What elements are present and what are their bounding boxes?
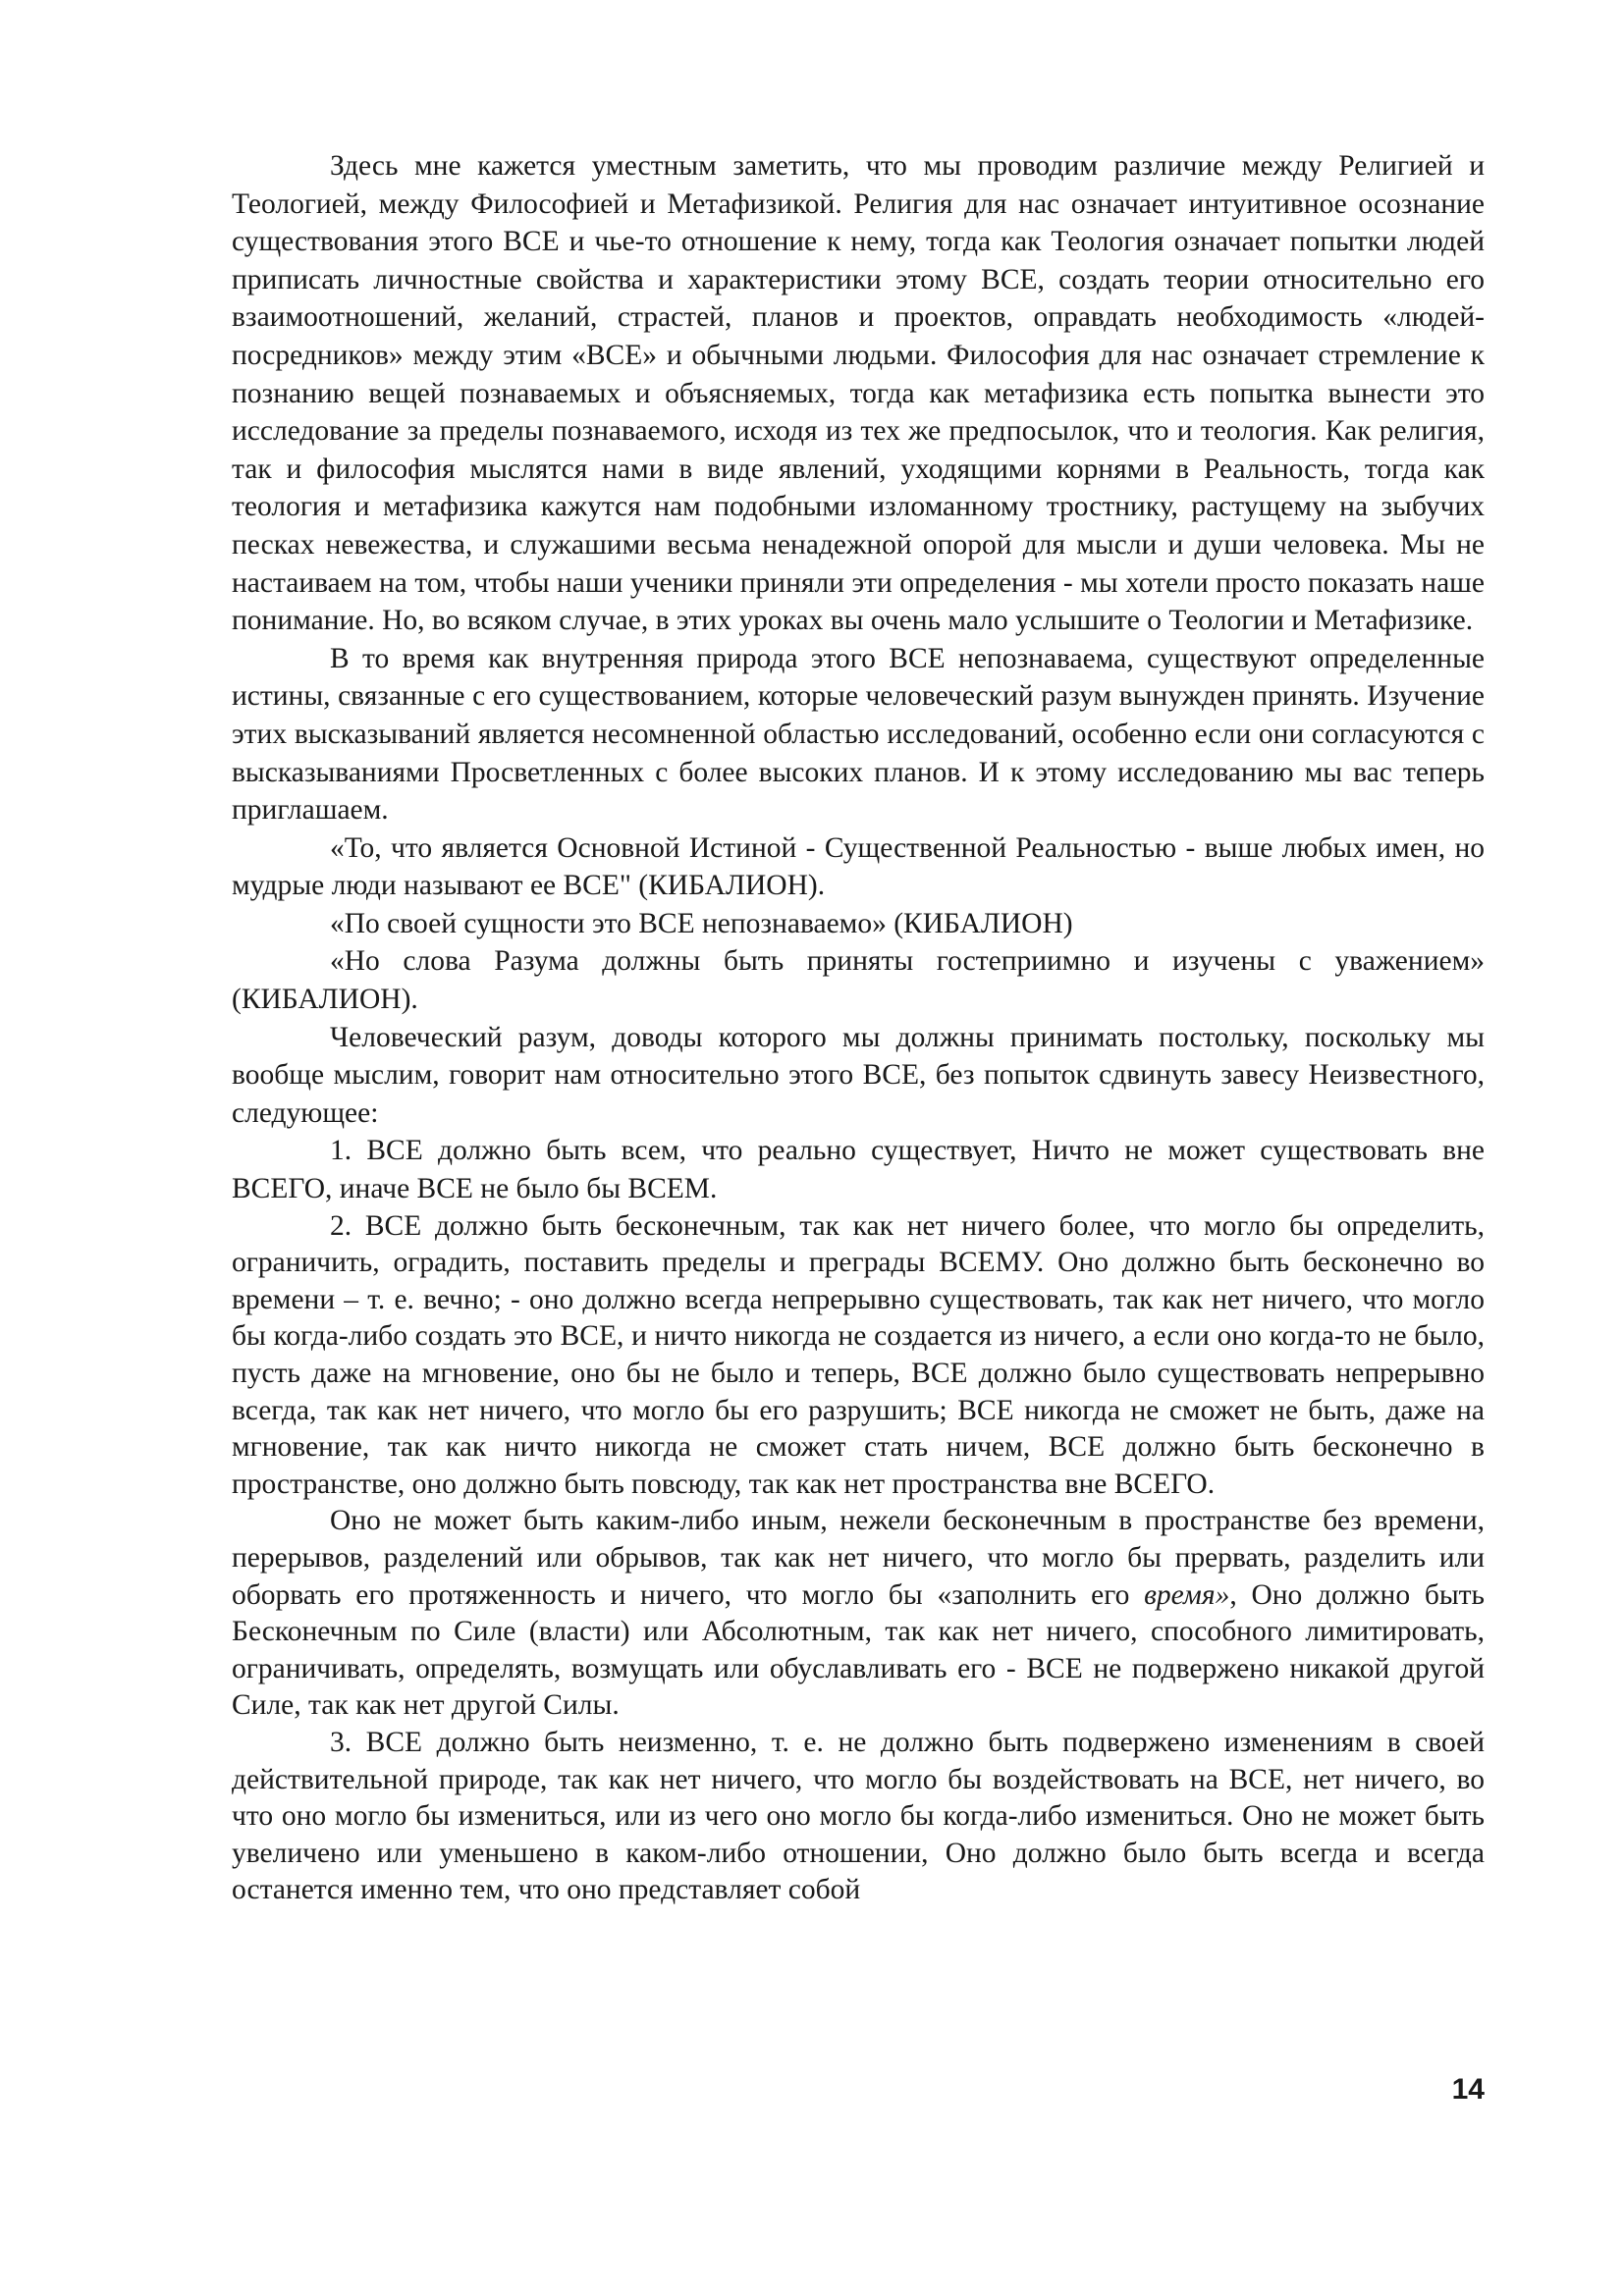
list-item-1: 1. ВСЕ должно быть всем, что реально существует, Ничто не может существовать вне ВСЕГО, иначе ВСЕ не было бы ВСЕМ. — [232, 1135, 1485, 1205]
list-item-3: 3. ВСЕ должно быть неизменно, т. е. не должно быть подвержено изменениям в своей действительной природе, так как нет ничего, что могло бы воздействовать на ВСЕ, нет ничего, во что оно могло бы измениться, или из чего оно могло бы когда-либо измениться. Оно не может быть увеличено или уменьшено в каком-либо отношении, Оно должно было быть всегда и всегда останется именно тем, что оно представляет собой — [232, 1726, 1485, 1906]
quote-kybalion-truth: «То, что является Основной Истиной - Существенной Реальностью - выше любых имен, но мудрые люди называют ее ВСЕ" (КИБАЛИОН). — [232, 831, 1485, 902]
page-number: 14 — [1451, 2073, 1485, 2106]
body-text — [232, 147, 1485, 1909]
quote-kybalion-unknowable: «По своей сущности это ВСЕ непознаваемо» (КИБАЛИОН) — [330, 907, 1073, 939]
quote-kybalion-reason: «Но слова Разума должны быть приняты гостеприимно и изучены с уважением» (КИБАЛИОН). — [232, 945, 1485, 1016]
paragraph-human-reason: Человеческий разум, доводы которого мы должны принимать постольку, поскольку мы вообще мыслим, говорит нам относительно этого ВСЕ, без попыток сдвинуть завесу Неизвестного, следующее: — [232, 1021, 1485, 1129]
paragraph-infinite-power: Оно не может быть каким-либо иным, нежели бесконечным в пространстве без времени, перерывов, разделений или обрывов, так как нет ничего, что могло бы прервать, разделить или оборвать его протяженность и ничего, что могло бы «заполнить его время», Оно должно быть Бесконечным по Силе (власти) или Абсолютным, так как нет ничего, способного лимитировать, ограничивать, определять, возмущать или обуславливать его - ВСЕ не подвержено никакой другой Силе, так как нет другой Силы. — [232, 1505, 1485, 1722]
list-item-2: 2. ВСЕ должно быть бесконечным, так как нет ничего более, что могло бы определить, ограничить, оградить, поставить пределы и преграды ВСЕМУ. Оно должно быть бесконечно во времени – т. е. вечно; - оно должно всегда непрерывно существовать, так как нет ничего, что могло бы когда-либо создать это ВСЕ, и ничто никогда не создается из ничего, а если оно когда-то не было, пусть даже на мгновение, оно бы не было и теперь, ВСЕ должно было существовать непрерывно всегда, так как нет ничего, что могло бы его разрушить; ВСЕ никогда не сможет не быть, даже на мгновение, так как ничто никогда не сможет стать ничем, ВСЕ должно быть бесконечно в пространстве, оно должно быть повсюду, так как нет пространства вне ВСЕГО. — [232, 1209, 1485, 1500]
italic-word: время» — [1144, 1578, 1230, 1611]
paragraph-religion-theology: Здесь мне кажется уместным заметить, что мы проводим различие между Религией и Теологией, между Философией и Метафизикой. Религия для нас означает интуитивное осознание существования этого ВСЕ и чье-то отношение к нему, тогда как Теология означает попытки людей приписать личностные свойства и характеристики этому ВСЕ, создать теории относительно его взаимоотношений, желаний, страстей, планов и проектов, оправдать необходимость «людей-посредников» между этим «ВСЕ» и обычными людьми. Философия для нас означает стремление к познанию вещей познаваемых и объясняемых, тогда как метафизика есть попытка вынести это исследование за пределы познаваемого, исходя из тех же предпосылок, что и теология. Как религия, так и философия мыслятся нами в виде явлений, уходящими корнями в Реальность, тогда как теология и метафизика кажутся нам подобными изломанному тростнику, растущему на зыбучих песках невежества, и служашими весьма ненадежной опорой для мысли и души человека. Мы не настаиваем на том, чтобы наши ученики приняли эти определения - мы хотели просто показать наше понимание. Но, во всяком случае, в этих уроках вы очень мало услышите о Теологии и Метафизике. — [232, 150, 1485, 637]
paragraph-unknowable-nature: В то время как внутренняя природа этого ВСЕ непознаваема, существуют определенные истины, связанные с его существованием, которые человеческий разум вынужден принять. Изучение этих высказываний является несомненной областью исследований, особенно если они согласуются с высказываниями Просветленных с более высоких планов. И к этому исследованию мы вас теперь приглашаем. — [232, 642, 1485, 827]
